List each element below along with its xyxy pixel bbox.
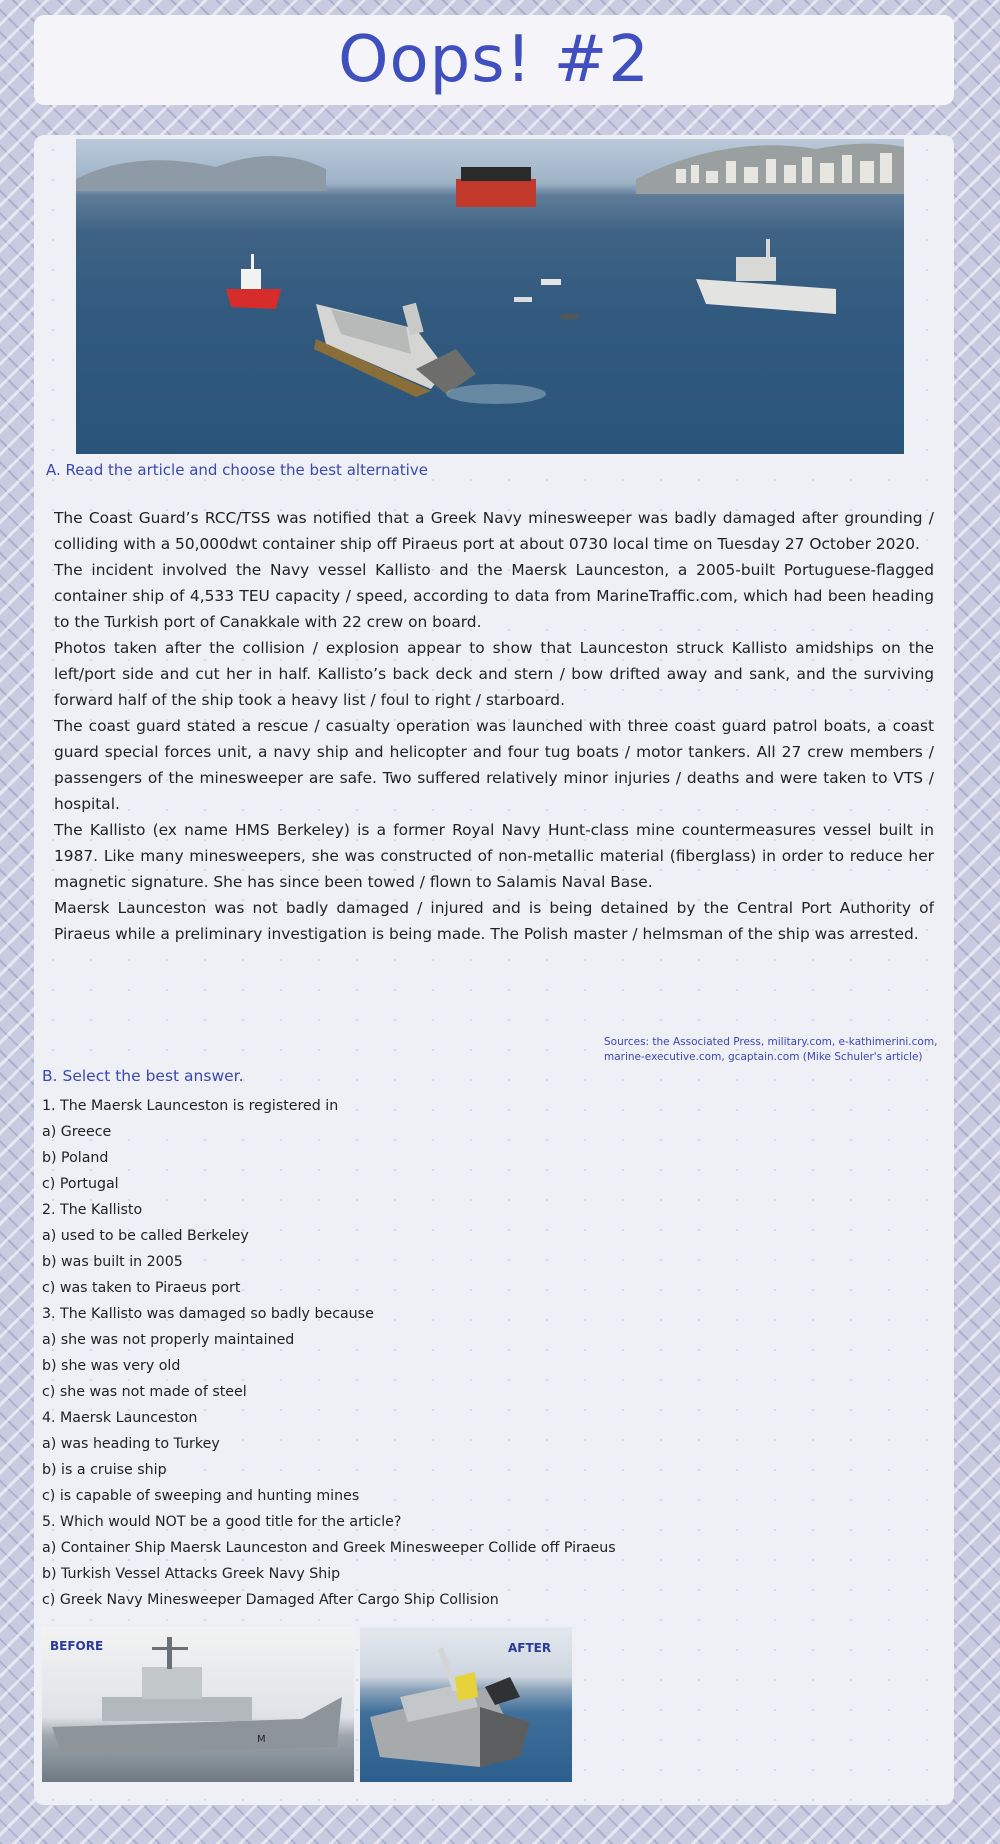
harbour-scene-illustration [76,139,904,454]
svg-text:M: M [257,1734,266,1745]
after-photo [360,1627,572,1782]
answer-option: c) is capable of sweeping and hunting mines [42,1488,360,1504]
article-paragraph: The Coast Guard’s RCC/TSS was notified that a Greek Navy minesweeper was badly damaged after grounding / colliding with a 50,000dwt container ship off Piraeus port at about 0730 local time on Tuesday 27 October 2020. [54,509,934,553]
answer-option: a) Greece [42,1124,112,1140]
question-stem: 4. Maersk Launceston [42,1410,198,1426]
article-paragraph: Photos taken after the collision / explosion appear to show that Launceston struck Kallisto amidships on the left/port side and cut her in half. Kallisto’s back deck and stern / bow drifted away and sank, and the surviving forward half of the ship took a heavy list / foul to right / starboard. [54,639,934,709]
answer-option: b) she was very old [42,1358,181,1374]
after-label: AFTER [508,1641,552,1655]
question-stem: 3. The Kallisto was damaged so badly because [42,1306,374,1322]
article-paragraph: Maersk Launceston was not badly damaged / injured and is being detained by the Central Port Authority of Piraeus while a preliminary investigation is being made. The Polish master / helmsman of the ship was arrested. [54,899,934,943]
collision-aerial-photo [76,139,904,454]
page-title: Oops! #2 [338,23,650,97]
question-stem: 1. The Maersk Launceston is registered in [42,1098,339,1114]
answer-option: a) was heading to Turkey [42,1436,220,1452]
question-list [42,1093,842,1613]
question-stem: 5. Which would NOT be a good title for the article? [42,1514,402,1530]
article-paragraph: The incident involved the Navy vessel Kallisto and the Maersk Launceston, a 2005-built Portuguese-flagged container ship of 4,533 TEU capacity / speed, according to data from MarineTraffic.com, which had been heading to the Turkish port of Canakkale with 22 crew on board. [54,561,934,631]
answer-option: a) she was not properly maintained [42,1332,295,1348]
answer-option: c) she was not made of steel [42,1384,247,1400]
answer-option: a) Container Ship Maersk Launceston and Greek Minesweeper Collide off Piraeus [42,1540,616,1556]
worksheet-panel [34,135,954,1805]
article-paragraph: The Kallisto (ex name HMS Berkeley) is a former Royal Navy Hunt-class mine countermeasures vessel built in 1987. Like many minesweepers, she was constructed of non-metallic material (fiberglass) in order to reduce her magnetic signature. She has since been towed / flown to Salamis Naval Base. [54,821,934,891]
question-stem: 2. The Kallisto [42,1202,143,1218]
answer-option: a) used to be called Berkeley [42,1228,249,1244]
answer-option: c) Portugal [42,1176,119,1192]
answer-option: b) is a cruise ship [42,1462,167,1478]
before-photo [42,1627,354,1782]
before-label: BEFORE [50,1639,104,1653]
sources-note: Sources: the Associated Press, military.com, e-kathimerini.com, marine-executive.com, gcaptain.com (Mike Schuler's article) [604,1036,938,1063]
answer-option: c) was taken to Piraeus port [42,1280,241,1296]
section-a-heading: A. Read the article and choose the best alternative [46,461,428,479]
article-body [54,505,934,947]
section-b-heading: B. Select the best answer. [42,1067,244,1085]
answer-option: b) Poland [42,1150,109,1166]
article-paragraph: The coast guard stated a rescue / casualty operation was launched with three coast guard patrol boats, a coast guard special forces unit, a navy ship and helicopter and four tug boats / motor tankers. All 27 crew members / passengers of the minesweeper are safe. Two suffered relatively minor injuries / deaths and were taken to VTS / hospital. [54,717,934,813]
title-banner [34,15,954,105]
answer-option: b) Turkish Vessel Attacks Greek Navy Ship [42,1566,341,1582]
answer-option: b) was built in 2005 [42,1254,183,1270]
answer-option: c) Greek Navy Minesweeper Damaged After Cargo Ship Collision [42,1592,499,1608]
